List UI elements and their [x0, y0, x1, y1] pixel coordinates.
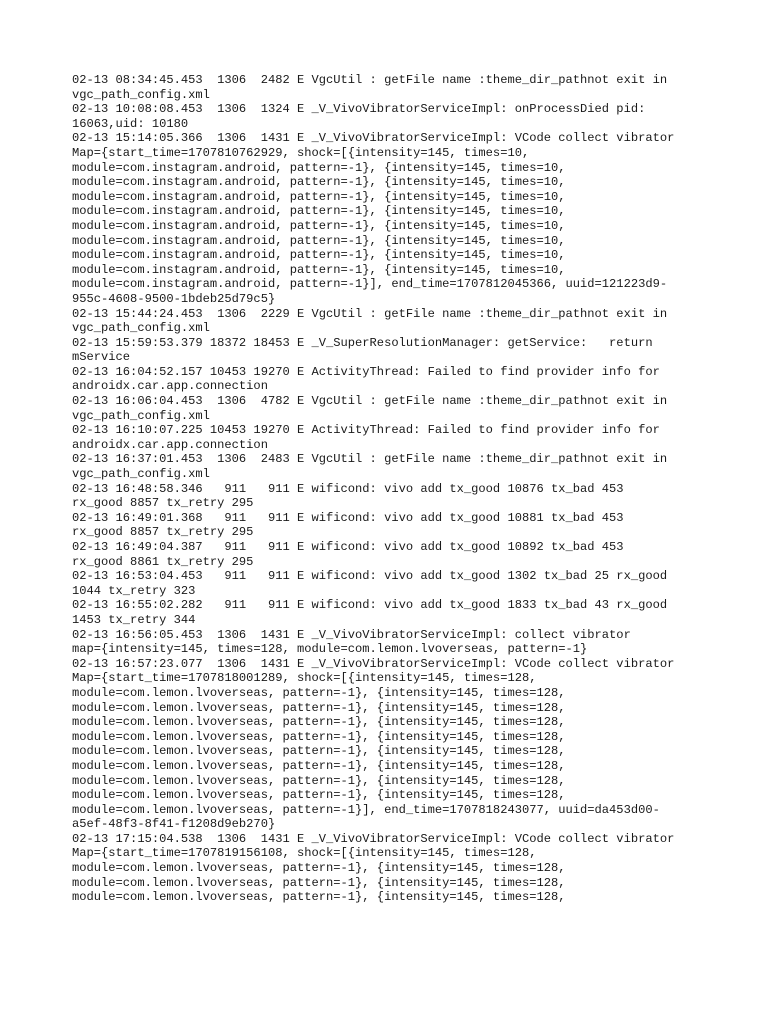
log-line: module=com.lemon.lvoverseas, pattern=-1}, {intensity=145, times=128,	[72, 729, 566, 744]
log-line: vgc_path_config.xml	[72, 467, 210, 482]
log-line: module=com.instagram.android, pattern=-1}, {intensity=145, times=10,	[72, 204, 566, 219]
log-line: androidx.car.app.connection	[72, 379, 268, 394]
log-line: 02-13 15:44:24.453 1306 2229 E VgcUtil : getFile name :theme_dir_pathnot exit in	[72, 306, 668, 321]
log-line: 1453 tx_retry 344	[72, 612, 196, 627]
log-line: 955c-4608-9500-1bdeb25d79c5}	[72, 291, 276, 306]
log-line: module=com.lemon.lvoverseas, pattern=-1}, {intensity=145, times=128,	[72, 773, 566, 788]
log-line: module=com.lemon.lvoverseas, pattern=-1}, {intensity=145, times=128,	[72, 875, 566, 890]
log-line: 02-13 16:53:04.453 911 911 E wificond: vivo add tx_good 1302 tx_bad 25 rx_good	[72, 569, 668, 584]
log-line: 16063,uid: 10180	[72, 116, 189, 131]
log-line: module=com.instagram.android, pattern=-1}, {intensity=145, times=10,	[72, 175, 566, 190]
log-document	[72, 73, 712, 905]
log-line: 02-13 16:49:01.368 911 911 E wificond: vivo add tx_good 10881 tx_bad 453	[72, 510, 624, 525]
log-line: module=com.instagram.android, pattern=-1}, {intensity=145, times=10,	[72, 160, 566, 175]
log-line: module=com.instagram.android, pattern=-1}, {intensity=145, times=10,	[72, 218, 566, 233]
log-line: module=com.lemon.lvoverseas, pattern=-1}, {intensity=145, times=128,	[72, 744, 566, 759]
log-line: module=com.lemon.lvoverseas, pattern=-1}], end_time=1707818243077, uuid=da453d00-	[72, 802, 660, 817]
log-line: 1044 tx_retry 323	[72, 583, 196, 598]
log-line: 02-13 16:37:01.453 1306 2483 E VgcUtil : getFile name :theme_dir_pathnot exit in	[72, 452, 668, 467]
log-line: module=com.lemon.lvoverseas, pattern=-1}, {intensity=145, times=128,	[72, 700, 566, 715]
log-line: module=com.instagram.android, pattern=-1}], end_time=1707812045366, uuid=121223d9-	[72, 277, 668, 292]
log-line: module=com.lemon.lvoverseas, pattern=-1}, {intensity=145, times=128,	[72, 890, 566, 905]
log-line: 02-13 16:55:02.282 911 911 E wificond: vivo add tx_good 1833 tx_bad 43 rx_good	[72, 598, 668, 613]
log-line: rx_good 8861 tx_retry 295	[72, 554, 254, 569]
log-line: a5ef-48f3-8f41-f1208d9eb270}	[72, 817, 276, 832]
log-line: 02-13 16:56:05.453 1306 1431 E _V_VivoVibratorServiceImpl: collect vibrator	[72, 627, 631, 642]
log-line: 02-13 16:04:52.157 10453 19270 E ActivityThread: Failed to find provider info for	[72, 364, 660, 379]
log-line: Map={start_time=1707810762929, shock=[{intensity=145, times=10,	[72, 145, 530, 160]
log-line: module=com.instagram.android, pattern=-1}, {intensity=145, times=10,	[72, 248, 566, 263]
log-line: 02-13 16:48:58.346 911 911 E wificond: vivo add tx_good 10876 tx_bad 453	[72, 481, 624, 496]
log-line: 02-13 15:14:05.366 1306 1431 E _V_VivoVibratorServiceImpl: VCode collect vibrator	[72, 131, 675, 146]
log-line: vgc_path_config.xml	[72, 408, 210, 423]
log-line: 02-13 16:57:23.077 1306 1431 E _V_VivoVibratorServiceImpl: VCode collect vibrator	[72, 656, 675, 671]
log-line: 02-13 15:59:53.379 18372 18453 E _V_SuperResolutionManager: getService: return	[72, 335, 653, 350]
log-line: rx_good 8857 tx_retry 295	[72, 496, 254, 511]
log-line: module=com.lemon.lvoverseas, pattern=-1}, {intensity=145, times=128,	[72, 861, 566, 876]
log-line: mService	[72, 350, 131, 365]
log-line: module=com.instagram.android, pattern=-1}, {intensity=145, times=10,	[72, 262, 566, 277]
log-line: vgc_path_config.xml	[72, 321, 210, 336]
log-line: module=com.lemon.lvoverseas, pattern=-1}, {intensity=145, times=128,	[72, 758, 566, 773]
log-line: module=com.lemon.lvoverseas, pattern=-1}, {intensity=145, times=128,	[72, 715, 566, 730]
log-line: module=com.lemon.lvoverseas, pattern=-1}, {intensity=145, times=128,	[72, 685, 566, 700]
log-line: Map={start_time=1707819156108, shock=[{intensity=145, times=128,	[72, 846, 537, 861]
log-line: rx_good 8857 tx_retry 295	[72, 525, 254, 540]
log-line: 02-13 10:08:08.453 1306 1324 E _V_VivoVibratorServiceImpl: onProcessDied pid:	[72, 102, 646, 117]
log-line: 02-13 08:34:45.453 1306 2482 E VgcUtil : getFile name :theme_dir_pathnot exit in	[72, 73, 668, 87]
log-line: Map={start_time=1707818001289, shock=[{intensity=145, times=128,	[72, 671, 537, 686]
log-line: module=com.lemon.lvoverseas, pattern=-1}, {intensity=145, times=128,	[72, 788, 566, 803]
log-line: 02-13 16:06:04.453 1306 4782 E VgcUtil : getFile name :theme_dir_pathnot exit in	[72, 394, 668, 409]
log-line: map={intensity=145, times=128, module=com.lemon.lvoverseas, pattern=-1}	[72, 642, 588, 657]
log-line: module=com.instagram.android, pattern=-1}, {intensity=145, times=10,	[72, 233, 566, 248]
log-line: 02-13 16:49:04.387 911 911 E wificond: vivo add tx_good 10892 tx_bad 453	[72, 540, 624, 554]
log-line: 02-13 17:15:04.538 1306 1431 E _V_VivoVibratorServiceImpl: VCode collect vibrator	[72, 831, 675, 846]
log-line: vgc_path_config.xml	[72, 87, 210, 102]
log-line: androidx.car.app.connection	[72, 437, 268, 452]
log-line: module=com.instagram.android, pattern=-1}, {intensity=145, times=10,	[72, 189, 566, 204]
log-line: 02-13 16:10:07.225 10453 19270 E ActivityThread: Failed to find provider info for	[72, 423, 660, 438]
